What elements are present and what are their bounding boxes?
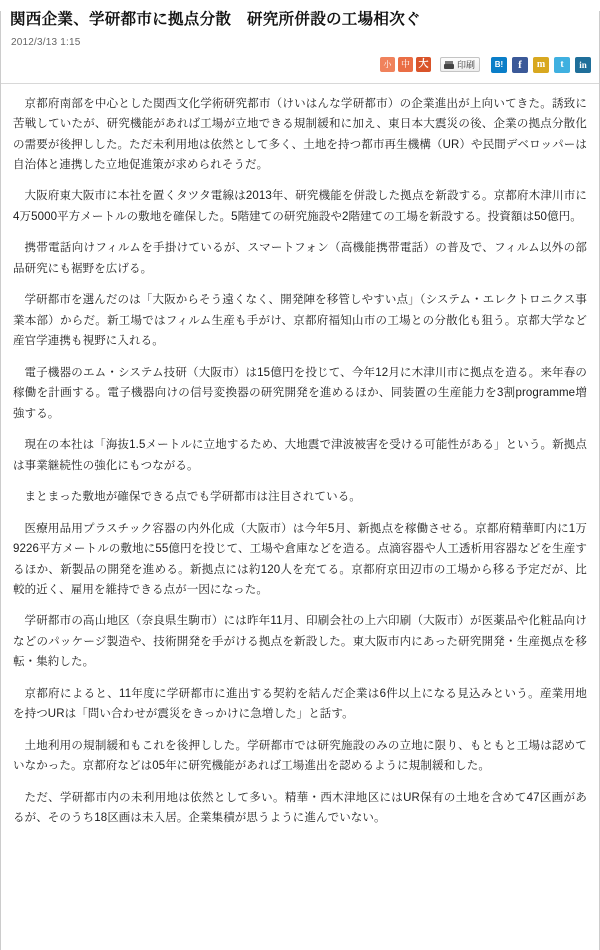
article-toolbar xyxy=(1,57,599,84)
mixi-share-icon[interactable]: m xyxy=(533,57,549,73)
article-paragraph: 大阪府東大阪市に本社を置くタツタ電線は2013年、研究機能を併設した拠点を新設する。京都府木津川市に4万5000平方メートルの敷地を確保した。5階建ての研究施設や2階建ての工場を新設する。投資額は50億円。 xyxy=(13,190,587,223)
print-button-label: 印刷 xyxy=(456,60,475,71)
article-paragraph: まとまった敷地が確保できる点でも学研都市は注目されている。 xyxy=(24,491,361,504)
article-paragraph: 現在の本社は「海抜1.5メートルに立地するため、大地震で津波被害を受ける可能性がある」という。新拠点は事業継続性の強化にもつながる。 xyxy=(13,439,587,472)
article-paragraph: 土地利用の規制緩和もこれを後押しした。学研都市では研究施設のみの立地に限り、もともと工場は認めていなかった。京都府などは05年に研究機能があれば工場進出を認めるように規制緩和した。 xyxy=(13,739,587,773)
twitter-share-icon[interactable]: t xyxy=(554,57,570,73)
article-paragraph: 京都府によると、11年度に学研都市に進出する契約を結んだ企業は6件以上になる見込みという。産業用地を持つURは「問い合わせが震災をきっかけに急増した」と話す。 xyxy=(13,687,587,721)
article-paragraph: 学研都市の高山地区（奈良県生駒市）には昨年11月、印刷会社の上六印刷（大阪市）が医薬品や化粧品向けなどのパッケージ製造や、技術開発を手がける拠点を新設した。東大阪市内にあった研究開発・生産拠点を移転・集約した。 xyxy=(13,615,587,669)
article-page xyxy=(0,11,600,950)
article-paragraph: 携帯電話向けフィルムを手掛けているが、スマートフォン（高機能携帯電話）の普及で、フィルム以外の部品研究にも裾野を広げる。 xyxy=(13,242,587,275)
hatena-bookmark-share-icon[interactable]: B! xyxy=(491,57,507,73)
article-paragraph: 医療用品用プラスチック容器の内外化成（大阪市）は今年5月、新拠点を稼働させる。京都府精華町内に1万9226平方メートルの敷地に55億円を投じて、工場や倉庫などを造る。点滴容器や人工透析用容器などを生産するほか、新製品の開発を進める。新拠点には約120人を充てる。京都府京田辺市の工場から移る予定だが、比較的近く、雇用を維持できる点が一因になった。 xyxy=(13,522,587,596)
linkedin-share-icon[interactable]: in xyxy=(575,57,591,73)
print-button[interactable] xyxy=(440,57,480,72)
facebook-share-icon[interactable]: f xyxy=(512,57,528,73)
printer-icon xyxy=(444,61,454,69)
font-size-controls xyxy=(380,57,431,72)
toolbar-actions xyxy=(380,57,591,73)
font-size-medium-button[interactable]: 中 xyxy=(398,57,413,72)
font-size-small-button[interactable]: 小 xyxy=(380,57,395,72)
article-paragraph: 京都府南部を中心とした関西文化学術研究都市（けいはんな学研都市）の企業進出が上向いてきた。誘致に苦戦していたが、研究機能があれば工場が立地できる規制緩和に加え、東日本大震災の後、企業の拠点分散化の需要が後押しした。ただ未利用地は依然として多く、土地を持つ都市再生機構（UR）や民間デベロッパーは自治体と連携した立地促進策が求められそうだ。 xyxy=(13,97,587,171)
article-paragraph: ただ、学研都市内の未利用地は依然として多い。精華・西木津地区にはUR保有の土地を含めて47区画があるが、そのうち18区画は未入居。企業集積が思うように進んでいない。 xyxy=(13,791,587,825)
page-title: 関西企業、学研都市に拠点分散 研究所併設の工場相次ぐ xyxy=(10,11,421,28)
article-paragraph: 電子機器のエム・システム技研（大阪市）は15億円を投じて、今年12月に木津川市に拠点を造る。来年春の稼働を計画する。電子機器向けの信号変換器の研究開発を進めるほか、同装置の生産能力を3割programme増強する。 xyxy=(13,366,587,420)
article-paragraph: 学研都市を選んだのは「大阪からそう遠くなく、開発陣を移管しやすい点」（システム・エレクトロニクス事業本部）からだ。新工場ではフィルム生産も手がけ、京都府福知山市の工場との分散化も狙う。京都大学など産官学連携も視野に入れる。 xyxy=(13,294,587,348)
article-body xyxy=(1,84,599,829)
font-size-large-button[interactable]: 大 xyxy=(416,57,431,72)
publish-timestamp: 2012/3/13 1:15 xyxy=(11,36,81,48)
